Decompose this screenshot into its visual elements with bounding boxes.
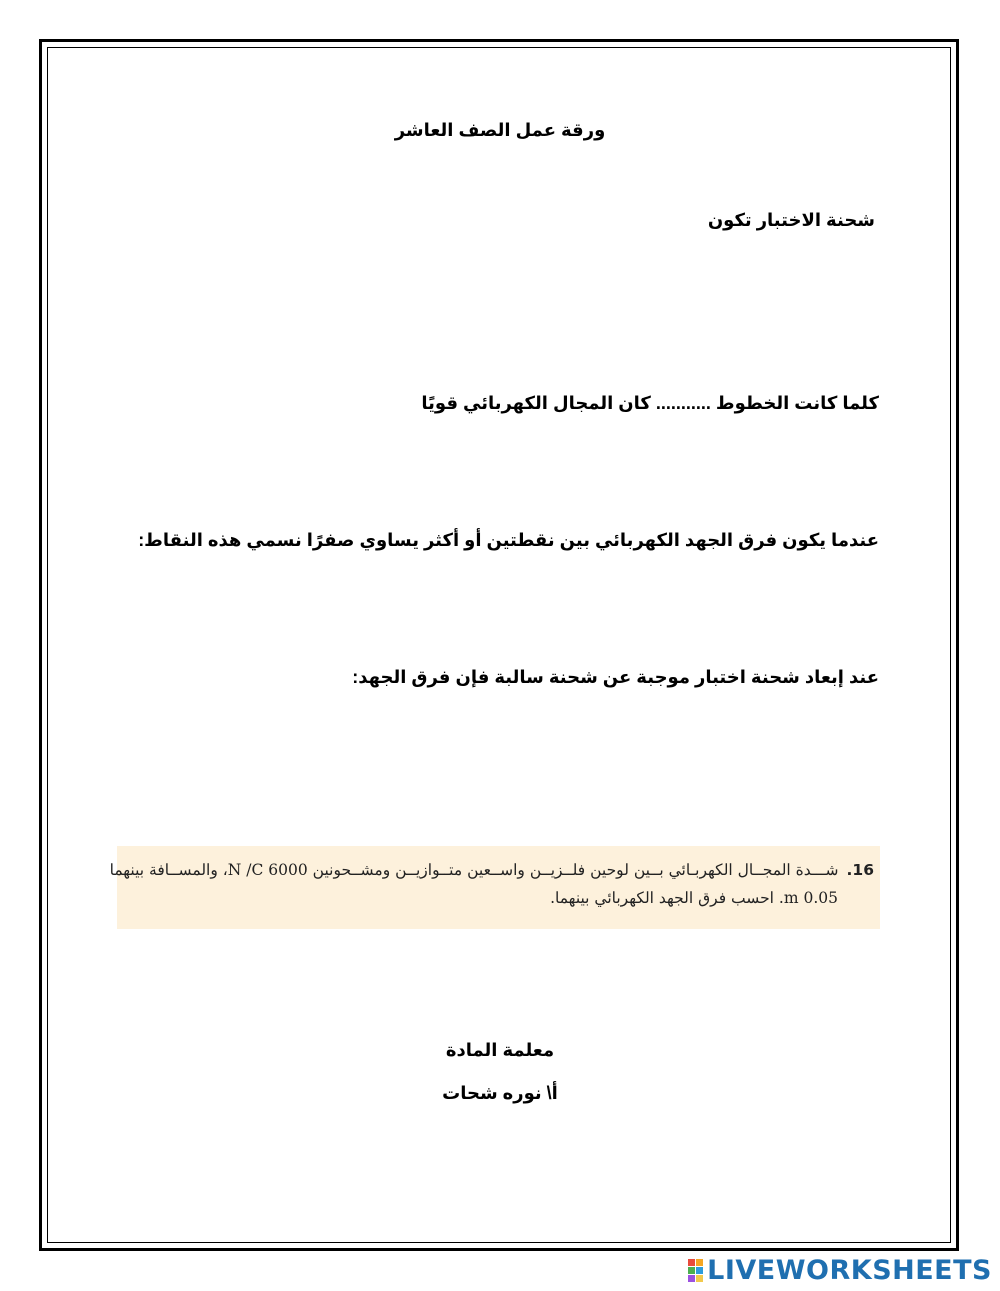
teacher-label: معلمة المادة: [445, 1040, 555, 1060]
worksheet-title: ورقة عمل الصف العاشر: [394, 120, 606, 140]
problem-line-1: [109, 856, 874, 884]
liveworksheets-logo: [688, 1255, 992, 1285]
question-2: كلما كانت الخطوط ........... كان المجال الكهربائي قويًا: [421, 393, 879, 413]
problem-number: 16.: [846, 861, 874, 879]
brand-text: LIVEWORKSHEETS: [707, 1254, 992, 1286]
problem-box: [109, 846, 880, 929]
problem-line-2: 0.05 m. احسب فرق الجهد الكهربائي بينهما.: [550, 889, 838, 907]
teacher-name: أ\ نوره شحات: [442, 1083, 558, 1103]
brand-mark-icon: [688, 1259, 703, 1282]
problem-text-1: شـــدة المجــال الكهربـائي بــين لوحين فلــزيــن واســعين متــوازيــن ومشــحونين 6000 N /C، والمســافة بينهما: [109, 861, 839, 879]
question-4: عند إبعاد شحنة اختبار موجبة عن شحنة سالبة فإن فرق الجهد:: [352, 667, 879, 687]
question-1: شحنة الاختبار تكون: [707, 210, 875, 230]
question-3: عندما يكون فرق الجهد الكهربائي بين نقطتين أو أكثر يساوي صفرًا نسمي هذه النقاط:: [138, 530, 879, 550]
